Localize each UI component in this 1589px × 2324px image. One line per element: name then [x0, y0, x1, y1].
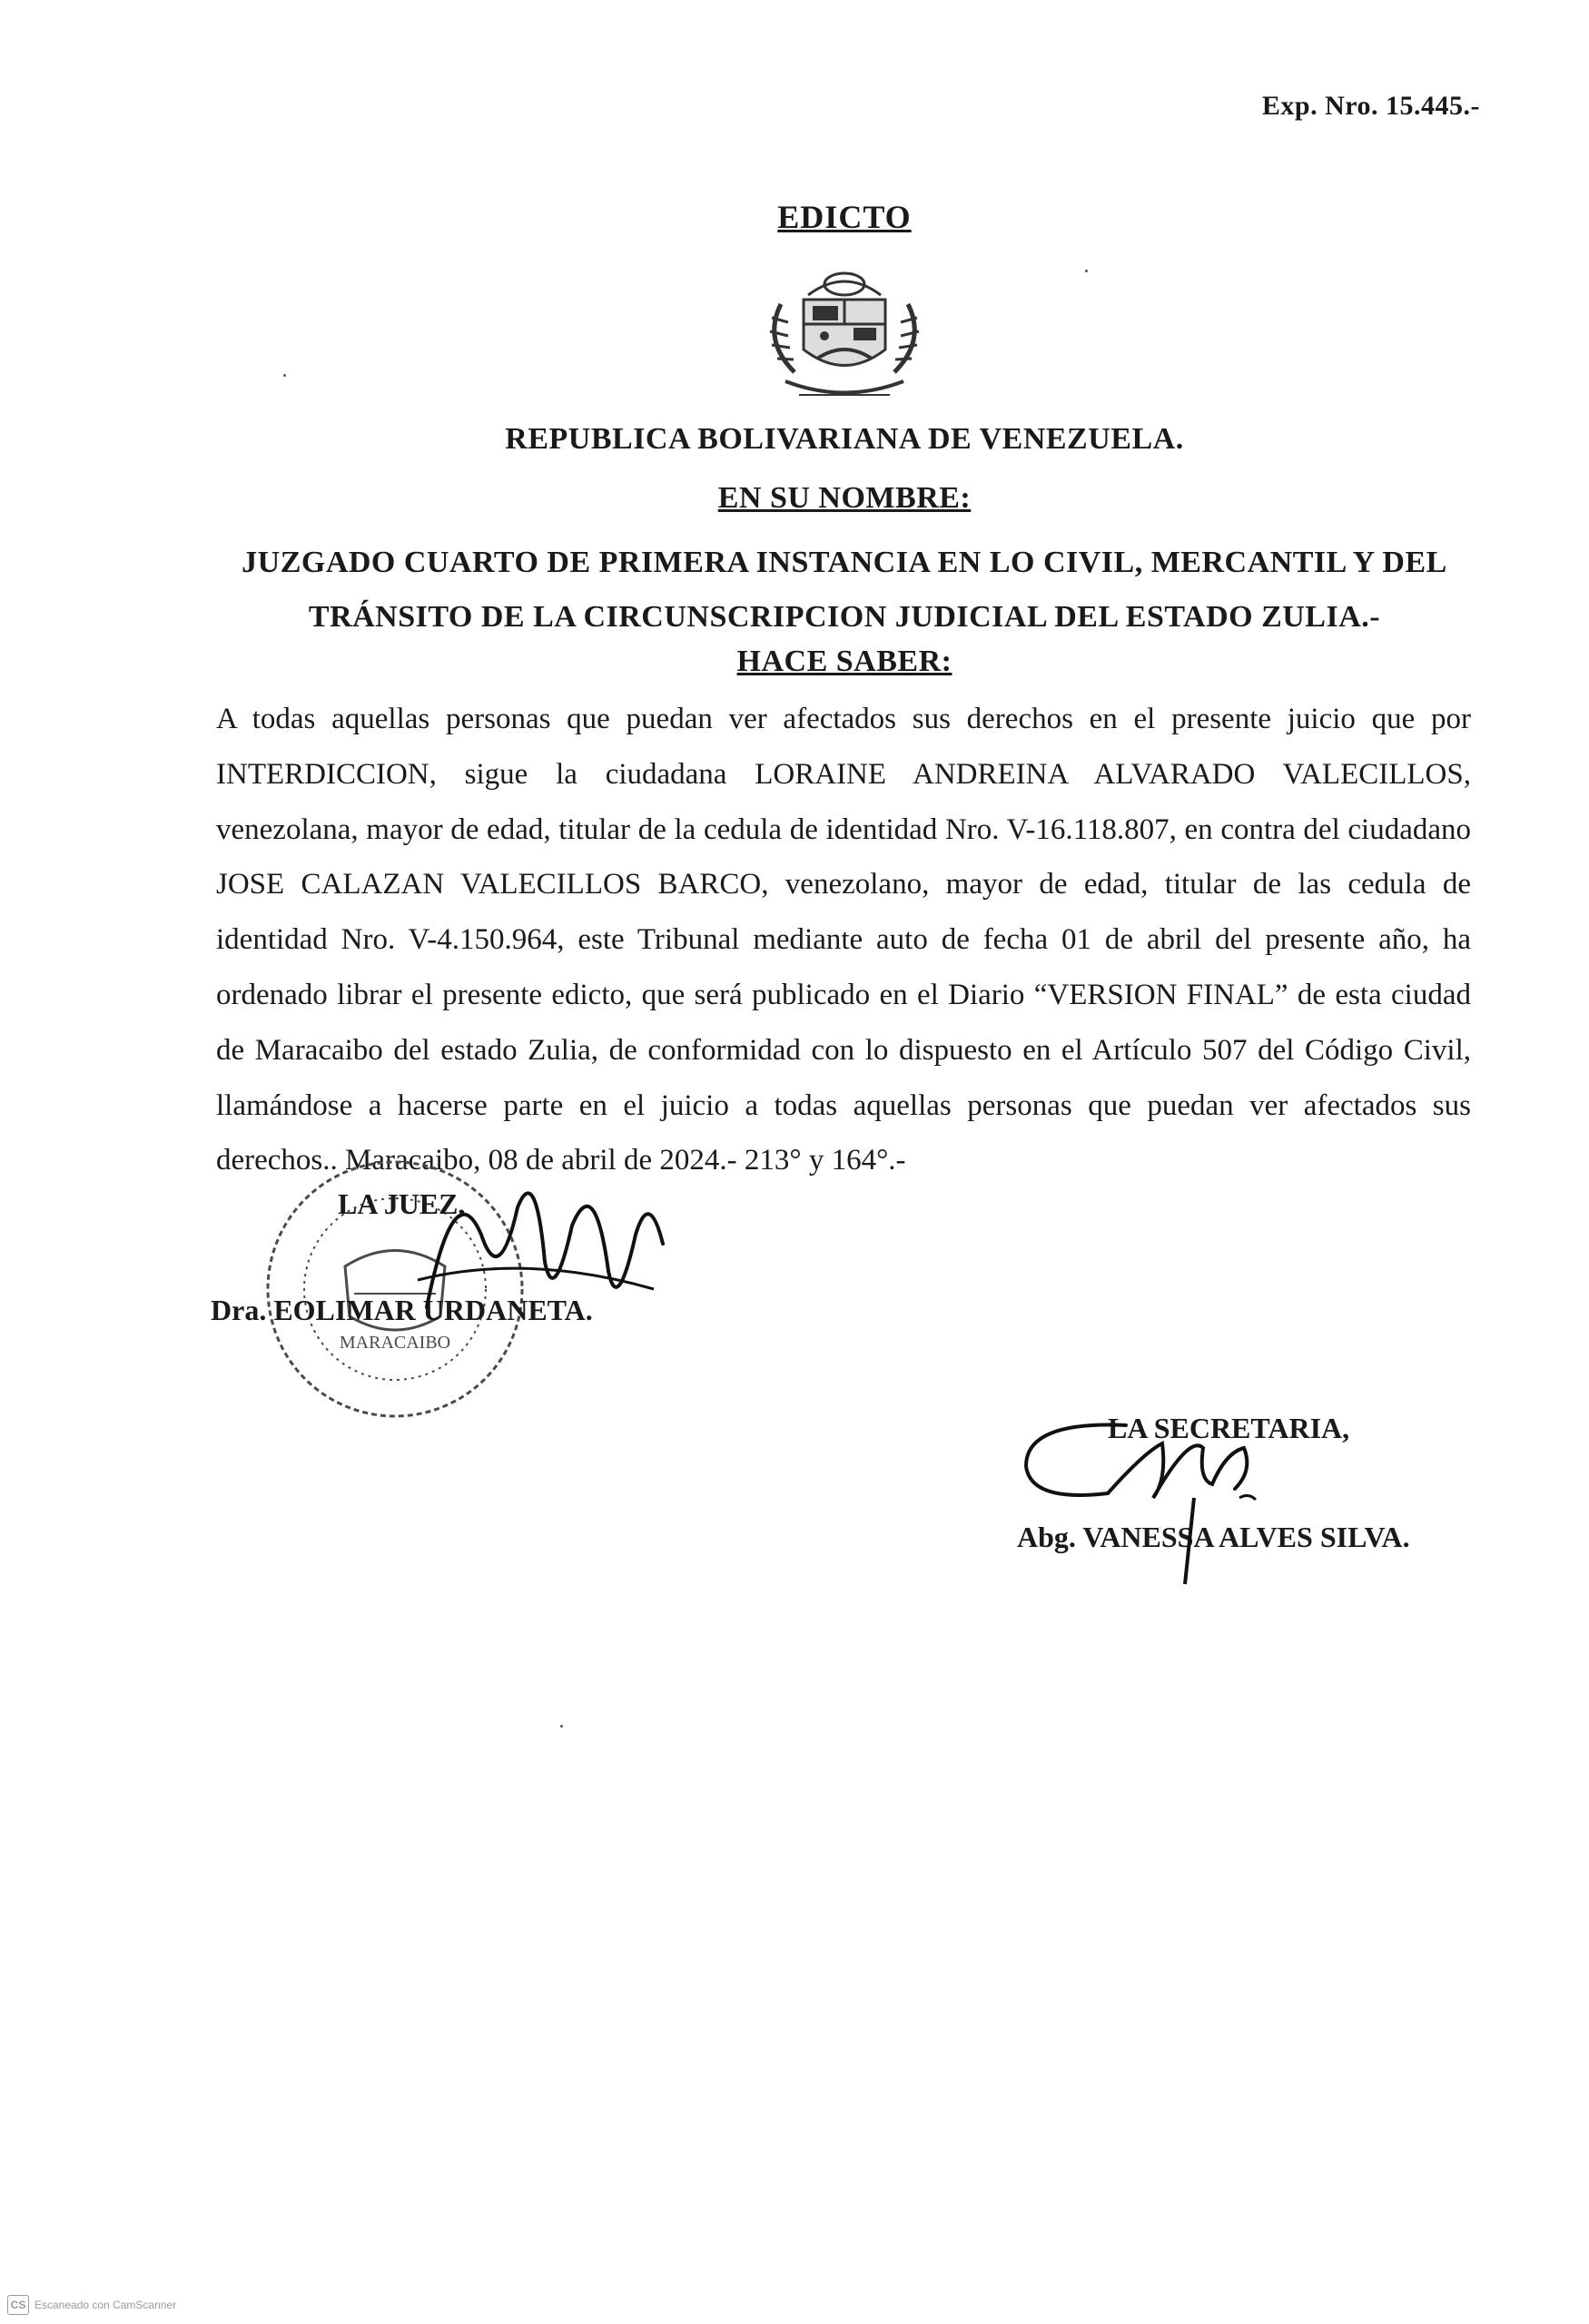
judge-signature	[400, 1153, 672, 1344]
scan-speck	[1085, 270, 1088, 272]
scan-speck	[283, 374, 286, 377]
secretary-name-label: Abg. VANESSA ALVES SILVA.	[1017, 1521, 1410, 1553]
scan-speck	[560, 1725, 563, 1728]
camscanner-footer	[7, 2295, 176, 2315]
expedient-number: Exp. Nro. 15.445.-	[1261, 91, 1480, 121]
secretary-role-label: LA SECRETARIA,	[1108, 1412, 1350, 1444]
camscanner-logo-icon: CS	[7, 2295, 29, 2315]
en-su-nombre-heading: EN SU NOMBRE:	[717, 481, 972, 515]
venezuela-coat-of-arms-icon	[745, 259, 944, 413]
judge-role-label: LA JUEZ,	[338, 1187, 466, 1220]
camscanner-label: Escaneado con CamScanner	[35, 2299, 177, 2311]
court-heading: JUZGADO CUARTO DE PRIMERA INSTANCIA EN LO CIVIL, MERCANTIL Y DEL TRÁNSITO DE LA CIRCUNSCRIPCION JUDICIAL DEL ESTADO ZULIA.-	[242, 546, 1447, 634]
republic-heading: REPUBLICA BOLIVARIANA DE VENEZUELA.	[505, 422, 1184, 456]
stamp-city-text: MARACAIBO	[339, 1333, 451, 1353]
secretary-signature	[1008, 1398, 1317, 1589]
judge-name-label: Dra. EOLIMAR URDANETA.	[211, 1294, 593, 1326]
document-title: EDICTO	[777, 199, 912, 235]
edict-body-paragraph: A todas aquellas personas que puedan ver afectados sus derechos en el presente juicio que por INTERDICCION, sigue la ciudadana LORAINE ANDREINA ALVARADO VALECILLOS, venezolana, mayor de edad, titular de la cedula de identidad Nro. V-16.118.807, en contra del ciudadano JOSE CALAZAN VALECILLOS BARCO, venezolano, mayor de edad, titular de las cedula de identidad Nro. V-4.150.964, este Tribunal mediante auto de fecha 01 de abril del presente año, ha ordenado librar el presente edicto, que será publicado en el Diario “VERSION FINAL” de esta ciudad de Maracaibo del estado Zulia, de conformidad con lo dispuesto en el Artículo 507 del Código Civil, llamándose a hacerse parte en el juicio a todas aquellas personas que puedan ver afectados sus derechos.. Maracaibo, 08 de abril de 2024.- 213° y 164°.-	[216, 703, 1471, 1177]
hace-saber-heading: HACE SABER:	[736, 645, 952, 678]
